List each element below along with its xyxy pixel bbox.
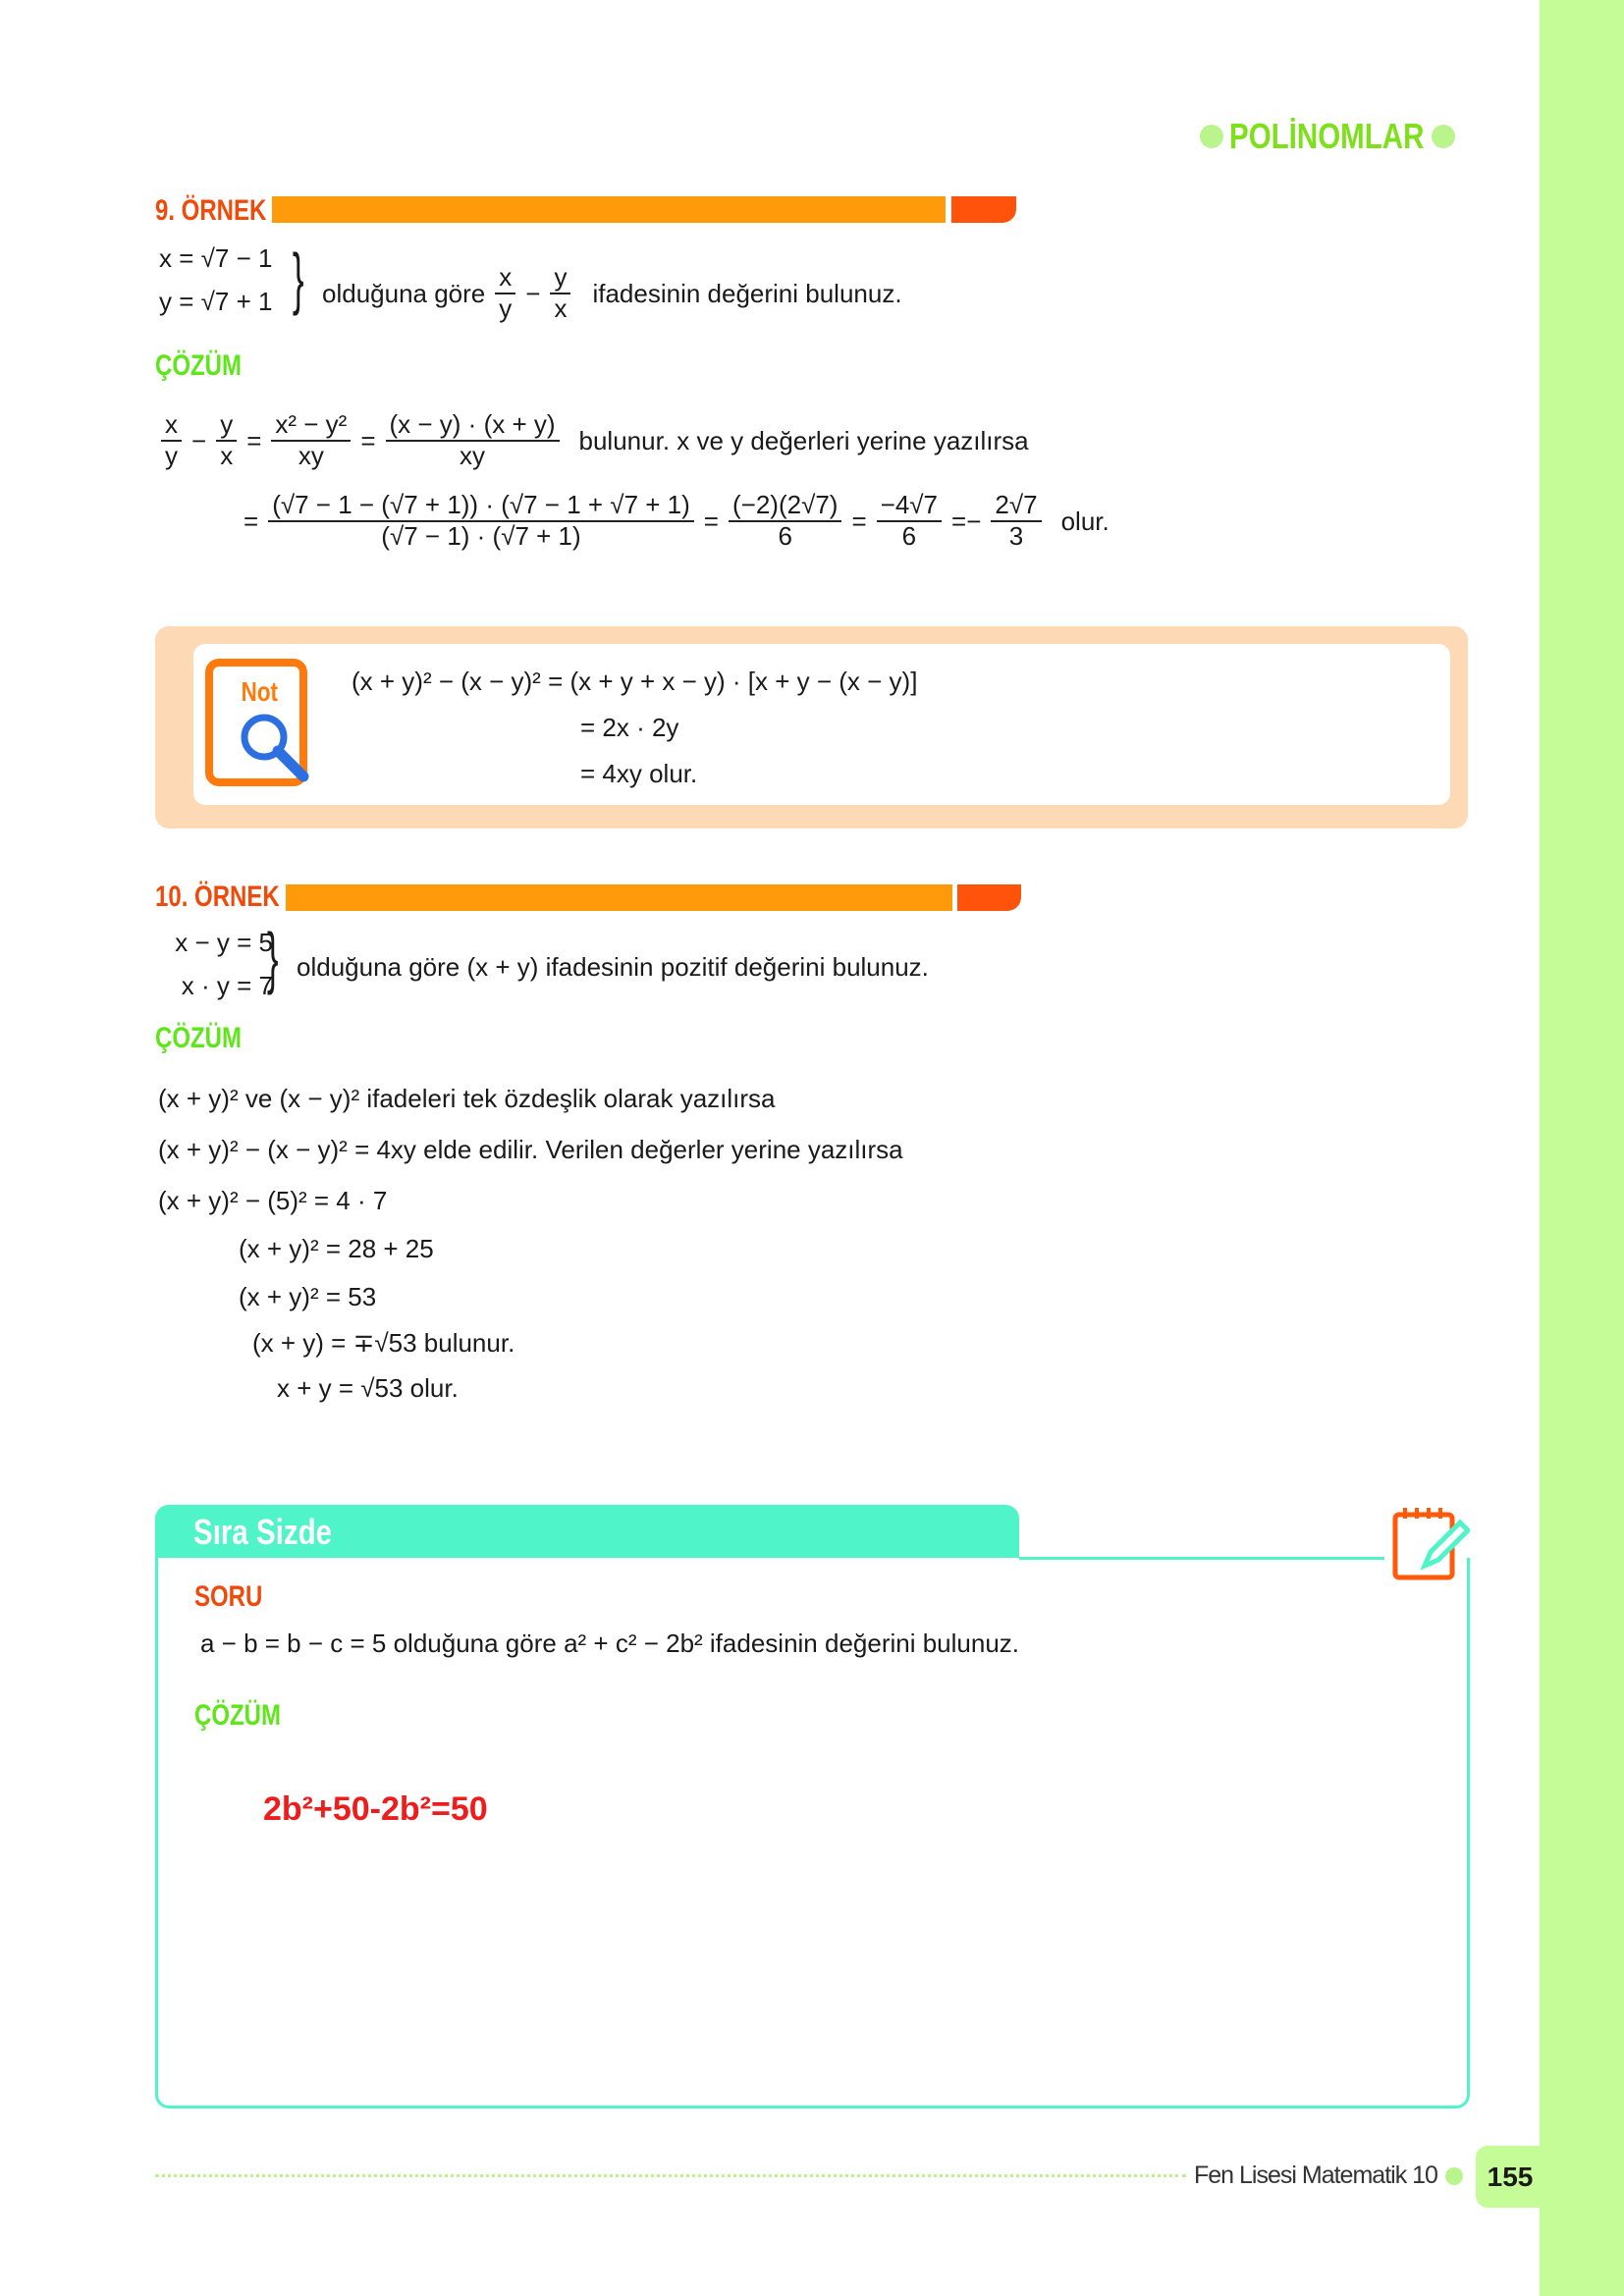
note-icon-label: Not (241, 676, 278, 707)
example-bar-end (951, 196, 1016, 223)
denominator: (√7 − 1) · (√7 + 1) (381, 520, 581, 551)
note-line: = 2x · 2y (580, 713, 679, 742)
example-bar (272, 196, 946, 223)
solution-step: (x + y)² = 28 + 25 (239, 1234, 434, 1263)
denominator: x (220, 440, 234, 470)
fraction (877, 491, 942, 552)
footer (1194, 2162, 1463, 2190)
numerator: 2√7 (991, 491, 1041, 522)
denominator: 6 (778, 520, 792, 551)
solution-step: (x + y)² − (x − y)² = 4xy elde edilir. Verilen değerler yerine yazılırsa (158, 1135, 903, 1164)
example-bar (286, 884, 952, 911)
numerator: y (216, 410, 237, 442)
solution-line-1: $\frac{x}{y}$ − $\frac{y}{x}$ = $\frac{\text{x² − y²}}{xy}$ = $\frac{(x - y) \cdot (x + y)}{xy}$ bulunur. x ve y değerleri yerine yazılırsa (157, 410, 1029, 471)
denominator: x (554, 293, 568, 323)
denominator: y (165, 440, 178, 470)
notepad-pencil-icon (1391, 1505, 1470, 1583)
question-text: a − b = b − c = 5 olduğuna göre a² + c² − 2b² ifadesinin değerini bulunuz. (200, 1629, 1020, 1658)
note-line: = 4xy olur. (580, 759, 698, 788)
handwritten-answer: 2b²+50-2b²=50 (263, 1790, 488, 1828)
fraction (386, 410, 560, 471)
solution-label: ÇÖZÜM (155, 1022, 242, 1054)
numerator: x (161, 410, 182, 442)
fraction (495, 263, 515, 324)
fraction (991, 491, 1041, 552)
example-10-prompt: olduğuna göre (x + y) ifadesinin pozitif değerini bulunuz. (297, 952, 929, 982)
denominator: xy (460, 440, 486, 470)
section-title: POLİNOMLAR (1229, 116, 1425, 156)
side-band (1540, 0, 1624, 2296)
section-header (1200, 116, 1455, 157)
solution-step: (x + y)² ve (x − y)² ifadeleri tek özdeşlik olarak yazılırsa (158, 1084, 776, 1113)
numerator: (x − y) · (x + y) (386, 410, 560, 442)
fraction (268, 491, 694, 552)
solution-text: olur. (1060, 506, 1110, 536)
fraction (729, 491, 841, 552)
given-product: x · y = 7 (181, 971, 273, 1000)
fraction (161, 410, 182, 471)
bullet-dot-icon (1432, 125, 1455, 148)
denominator: y (499, 293, 513, 323)
denominator: 6 (901, 520, 917, 551)
numerator: (−2)(2√7) (729, 491, 841, 522)
bullet-dot-icon (1445, 2167, 1463, 2185)
numerator: y (550, 263, 570, 294)
magnifier-note-icon (205, 659, 313, 787)
solution-step: (x + y) = ∓√53 bulunur. (252, 1328, 515, 1358)
example-9-label: 9. ÖRNEK (155, 194, 267, 227)
denominator: xy (298, 440, 324, 470)
book-title: Fen Lisesi Matematik 10 (1194, 2162, 1437, 2189)
solution-step: (x + y)² − (5)² = 4 · 7 (158, 1186, 388, 1215)
given-difference: x − y = 5 (175, 928, 273, 957)
numerator: (√7 − 1 − (√7 + 1)) · (√7 − 1 + √7 + 1) (268, 491, 694, 522)
solution-text: bulunur. x ve y değerleri yerine yazılırsa (578, 425, 1029, 455)
example-bar-end (957, 884, 1021, 911)
page-number: 155 (1476, 2146, 1544, 2208)
brace: } (292, 240, 304, 316)
example-10-label: 10. ÖRNEK (155, 881, 280, 913)
numerator: x (495, 263, 515, 294)
bullet-dot-icon (1200, 125, 1223, 148)
solution-label: ÇÖZÜM (155, 349, 242, 382)
fraction (271, 410, 351, 471)
prompt-text: ifadesinin değerini bulunuz. (592, 278, 902, 308)
prompt-text: olduğuna göre (322, 278, 486, 308)
numerator: −4√7 (877, 491, 942, 522)
operator: − (525, 278, 541, 308)
given-values (159, 930, 273, 998)
footer-dotted-line (155, 2174, 1186, 2177)
solution-line-2: = $\frac{(√7 - 1 - (√7 + 1)) \cdot (√7 - 1 + √7 + 1)}{(√7 - 1) \cdot (√7 + 1)}$ = $\frac{(-2)(2√7)}{6}$ = $\frac{-4√7}{6}$ =− $\frac{2√7}{3}$ olur. (244, 490, 1110, 551)
fraction (550, 263, 570, 324)
given-values (159, 245, 272, 314)
note-line: (x + y)² − (x − y)² = (x + y + x − y) · [x + y − (x − y)] (352, 667, 918, 696)
given-x: x = √7 − 1 (159, 243, 273, 273)
given-y: y = √7 + 1 (159, 287, 273, 316)
numerator: x² − y² (271, 410, 351, 442)
solution-label: ÇÖZÜM (194, 1699, 281, 1732)
fraction (216, 410, 237, 471)
sira-sizde-title: Sıra Sizde (193, 1512, 333, 1552)
example-9-prompt (322, 263, 902, 324)
solution-step: (x + y)² = 53 (239, 1282, 377, 1311)
question-label: SORU (194, 1580, 263, 1613)
denominator: 3 (1008, 520, 1024, 551)
solution-step: x + y = √53 olur. (277, 1373, 459, 1403)
brace: } (266, 919, 279, 995)
